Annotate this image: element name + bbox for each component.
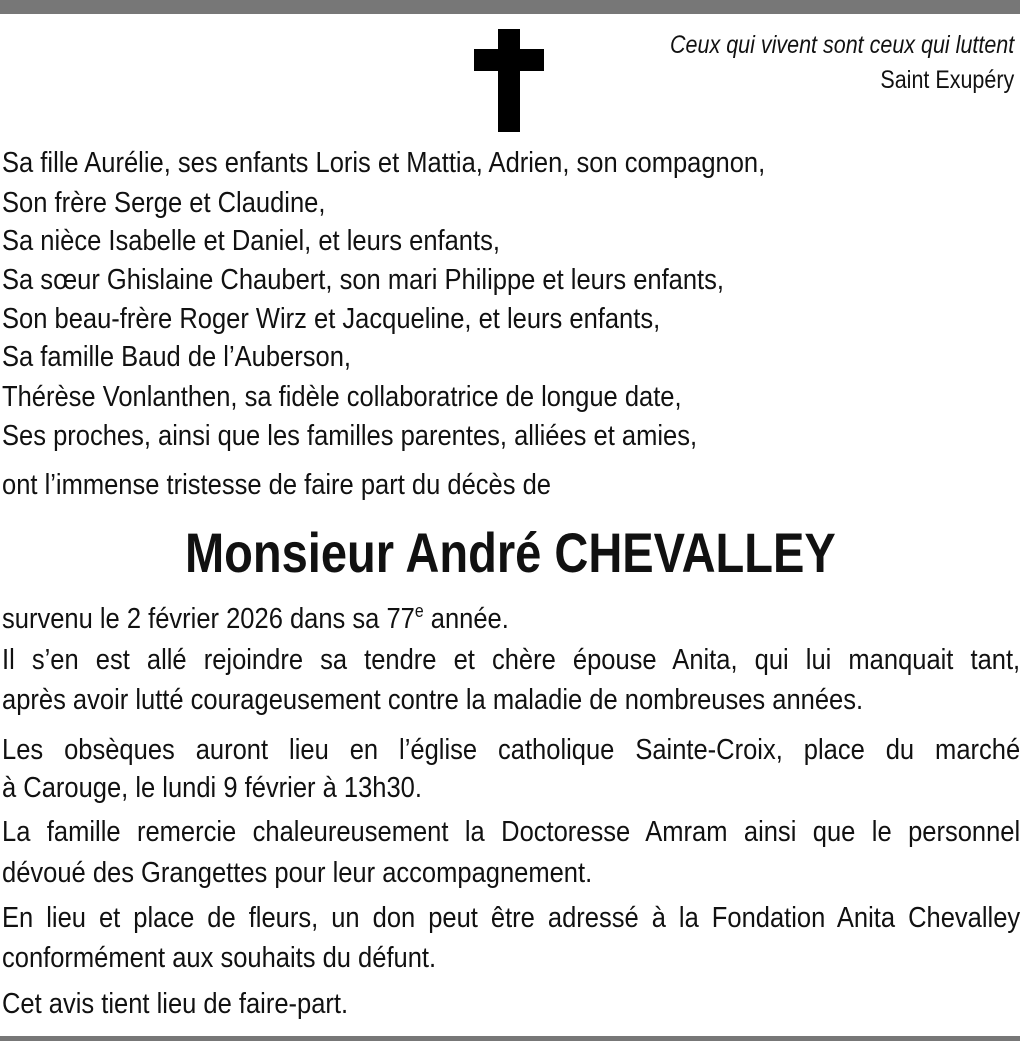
death-text-end: année.: [423, 603, 509, 635]
family-line: Sa fille Aurélie, ses enfants Loris et Mattia, Adrien, son compagnon,: [2, 147, 766, 179]
ordinal-suffix: e: [414, 601, 424, 621]
family-line: Son frère Serge et Claudine,: [2, 187, 326, 219]
epigraph-author: Saint Exupéry: [880, 66, 1014, 94]
bottom-rule: [0, 1036, 1020, 1041]
cross-icon: [474, 29, 544, 132]
epigraph: [670, 28, 1014, 98]
epigraph-quote: Ceux qui vivent sont ceux qui luttent: [669, 31, 1014, 59]
deceased-name: [0, 518, 1020, 588]
death-notice: [2, 601, 509, 637]
paragraph-line: Il s’en est allé rejoindre sa tendre et chère épouse Anita, qui lui manquait tant,: [2, 644, 1020, 676]
family-line: Sa nièce Isabelle et Daniel, et leurs enfants,: [2, 225, 500, 257]
death-text: survenu le 2 février 2026 dans sa 77: [2, 603, 415, 635]
paragraph-line: après avoir lutté courageusement contre la maladie de nombreuses années.: [2, 684, 864, 716]
family-line: Son beau-frère Roger Wirz et Jacqueline, et leurs enfants,: [2, 303, 661, 335]
paragraph-line: dévoué des Grangettes pour leur accompagnement.: [2, 857, 593, 889]
paragraph-line: En lieu et place de fleurs, un don peut être adressé à la Fondation Anita Chevalley: [2, 902, 1020, 934]
family-line: Ses proches, ainsi que les familles parentes, alliées et amies,: [2, 420, 698, 452]
paragraph-line: Les obsèques auront lieu en l’église catholique Sainte-Croix, place du marché: [2, 734, 1020, 766]
deceased-name-text: Monsieur André CHEVALLEY: [184, 521, 836, 584]
paragraph-line: La famille remercie chaleureusement la Doctoresse Amram ainsi que le personnel: [2, 816, 1020, 848]
family-line: Sa sœur Ghislaine Chaubert, son mari Philippe et leurs enfants,: [2, 264, 725, 296]
paragraph-line: conformément aux souhaits du défunt.: [2, 942, 437, 974]
family-line: Sa famille Baud de l’Auberson,: [2, 341, 351, 373]
paragraph-line: à Carouge, le lundi 9 février à 13h30.: [2, 772, 422, 804]
top-rule: [0, 0, 1020, 14]
family-line: Thérèse Vonlanthen, sa fidèle collaboratrice de longue date,: [2, 381, 682, 413]
announcement: ont l’immense tristesse de faire part du décès de: [2, 469, 551, 501]
paragraph-line: Cet avis tient lieu de faire-part.: [2, 988, 349, 1020]
